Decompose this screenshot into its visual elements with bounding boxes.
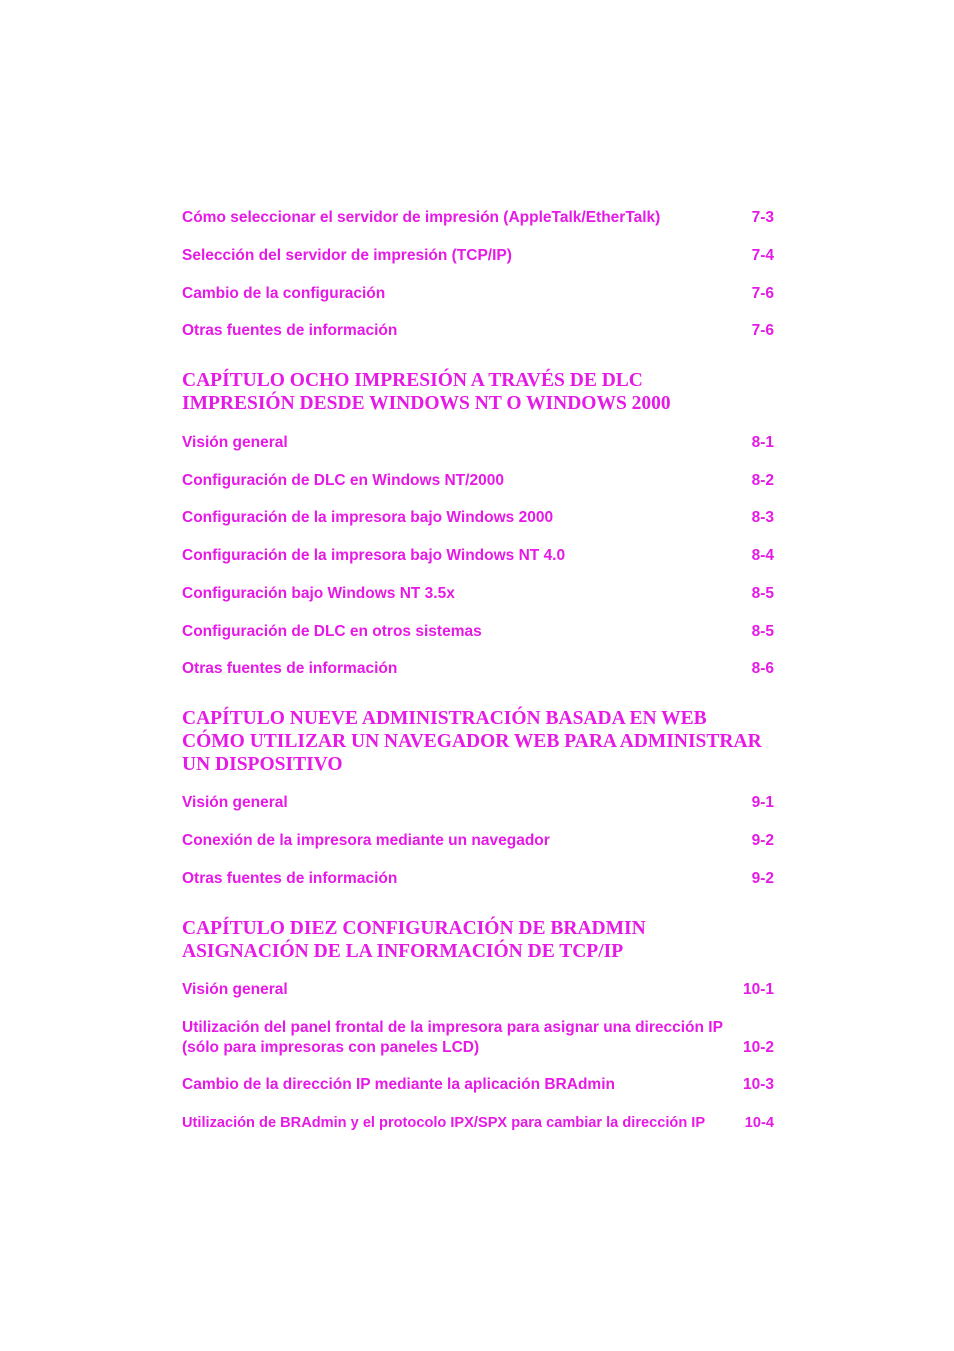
toc-entry[interactable] [182,508,774,528]
chapter-heading [182,369,774,415]
toc-entry-title: Conexión de la impresora mediante un navegador [182,832,550,849]
toc-entry[interactable] [182,471,774,491]
toc-entry[interactable] [182,1113,774,1133]
toc-entry[interactable] [182,584,774,604]
toc-entry-title: Cambio de la configuración [182,285,386,302]
chapter-heading-line: UN DISPOSITIVO [182,754,343,775]
toc-entry-page: 10-3 [742,1076,774,1093]
chapter-heading-line: CAPÍTULO OCHO IMPRESIÓN A TRAVÉS DE DLC [182,370,643,391]
toc-entry-title: Otras fuentes de información [182,322,398,339]
toc-entry-title: Otras fuentes de información [182,660,398,677]
toc-entry-page: 10-1 [742,981,774,998]
toc-entry-page: 8-3 [751,509,774,526]
toc-entry-page: 8-5 [751,623,774,640]
toc-entry-title: Visión general [182,981,288,998]
toc-entry[interactable] [182,321,774,341]
chapter-heading-line: CÓMO UTILIZAR UN NAVEGADOR WEB PARA ADMINISTRAR [182,731,762,752]
toc-entry[interactable] [182,622,774,642]
toc-entry-page: 10-4 [744,1115,774,1131]
toc-entry-page: 9-1 [751,794,774,811]
toc-entry[interactable] [182,284,774,304]
toc-entry-page: 8-1 [751,434,774,451]
toc-entry-page: 9-2 [751,832,774,849]
toc-entry[interactable] [182,546,774,566]
toc-entry[interactable] [182,1075,774,1095]
toc-entry[interactable] [182,793,774,813]
toc-entry-title: Configuración de DLC en otros sistemas [182,623,482,640]
toc-entry-title: Otras fuentes de información [182,870,398,887]
toc-entry[interactable] [182,980,774,1000]
chapter-heading [182,707,774,776]
toc-entry-title: Visión general [182,434,288,451]
toc-entry[interactable] [182,433,774,453]
toc-entry-title: Cambio de la dirección IP mediante la aplicación BRAdmin [182,1076,615,1093]
chapter-heading-line: CAPÍTULO NUEVE ADMINISTRACIÓN BASADA EN WEB [182,708,707,729]
toc-entry-title: Cómo seleccionar el servidor de impresión (AppleTalk/EtherTalk) [182,209,661,226]
toc-entry-title: Configuración bajo Windows NT 3.5x [182,585,455,602]
toc-entry-page: 8-6 [751,660,774,677]
toc-entry-page: 9-2 [751,870,774,887]
toc-entry[interactable] [182,1018,774,1058]
chapter-heading-line: ASIGNACIÓN DE LA INFORMACIÓN DE TCP/IP [182,941,624,962]
toc-entry[interactable] [182,831,774,851]
toc-entry[interactable] [182,246,774,266]
toc-entry-page: 8-2 [751,472,774,489]
chapter-heading-line: IMPRESIÓN DESDE WINDOWS NT O WINDOWS 2000 [182,393,671,414]
toc-entry[interactable] [182,869,774,889]
chapter-heading-line: CAPÍTULO DIEZ CONFIGURACIÓN DE BRADMIN [182,918,646,939]
toc-entry-title: Configuración de la impresora bajo Windows NT 4.0 [182,547,566,564]
toc-entry[interactable] [182,208,774,228]
toc-entry-page: 7-6 [751,322,774,339]
toc-entry-title: Visión general [182,794,288,811]
toc-entry-page: 7-4 [751,247,774,264]
toc-entry-page: 7-6 [751,285,774,302]
toc-entry-page: 7-3 [751,209,774,226]
toc-entry-title: Configuración de la impresora bajo Windows 2000 [182,509,554,526]
table-of-contents [182,0,774,1351]
toc-entry-title: Selección del servidor de impresión (TCP/IP) [182,247,512,264]
toc-entry-page: 10-2 [742,1039,774,1056]
toc-entry-page: 8-4 [751,547,774,564]
toc-entry[interactable] [182,659,774,679]
toc-entry-title: Utilización del panel frontal de la impresora para asignar una dirección IP (sólo para impresoras con paneles LCD) [182,1019,723,1056]
toc-entry-title: Configuración de DLC en Windows NT/2000 [182,472,504,489]
toc-entry-page: 8-5 [751,585,774,602]
toc-entry-title: Utilización de BRAdmin y el protocolo IPX/SPX para cambiar la dirección IP [182,1115,706,1131]
chapter-heading [182,917,774,963]
